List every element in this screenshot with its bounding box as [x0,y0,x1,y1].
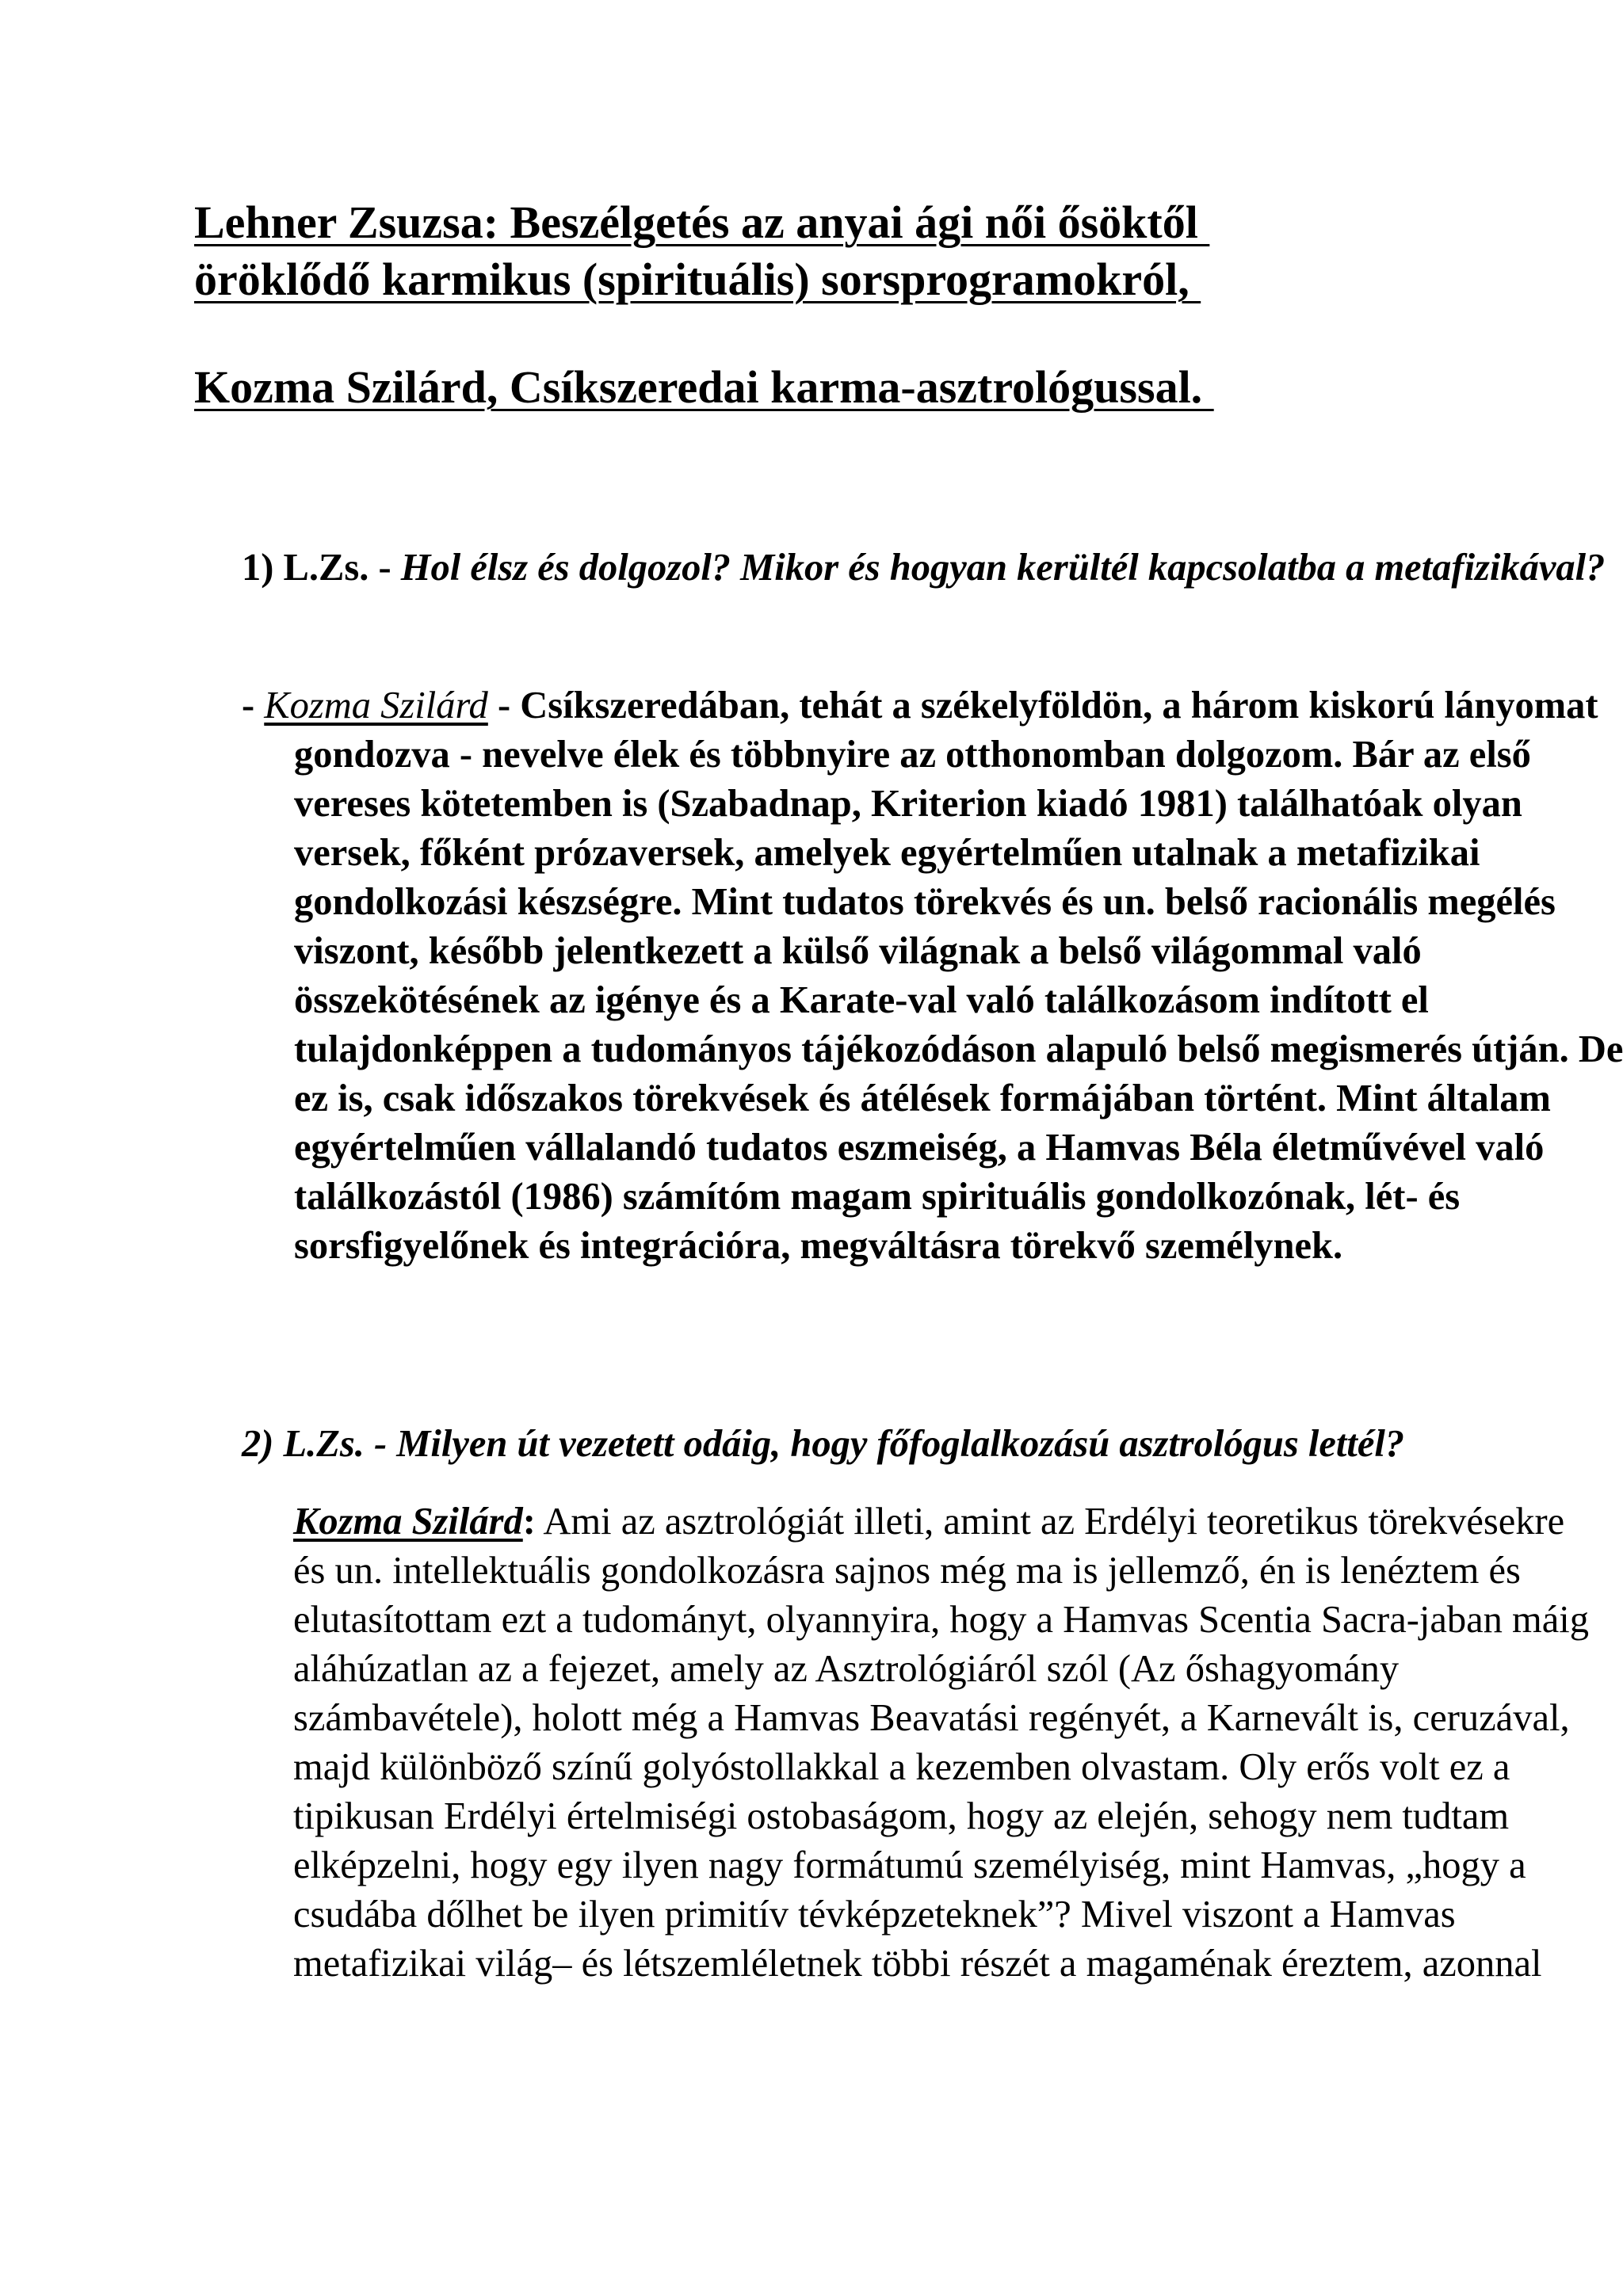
answer-1-text: - Csíkszeredában, tehát a székelyföldön, a három kiskorú lányomat gondozva - nevelve élek és többnyire az otthonomban dolgozom. Bár az első vereses kötetemben is (Szabadnap, Kriterion kiadó 1981) találhatóak olyan versek, főként prózaversek, amelyek egyértelműen utalnak a metafizikai gondolkozási készségre. Mint tudatos törekvés és un. belső racionális megélés viszont, később jelentkezett a külső világnak a belső világommal való összekötésének az igénye és a Karate-val való találkozásom indított el tulajdonképpen a tudományos tájékozódáson alapuló belső megismerés útján. De ez is, csak időszakos törekvések és átélések formájában történt. Mint általam egyértelműen vállalandó tudatos eszmeiség, a Hamvas Béla életművével való találkozástól (1986) számítóm magam spirituális gondolkozónak, lét- és sorsfigyelőnek és integrációra, megváltásra törekvő személynek. [294,685,1623,1267]
question-1-text: Hol élsz és dolgozol? Mikor és hogyan kerültél kapcsolatba a metafizikával? [400,547,1606,589]
question-1 [242,543,1623,593]
answer-2-colon: : [522,1501,536,1543]
question-1-prefix: 1) L.Zs. - [242,547,401,589]
answer-1-dash: - [242,685,265,727]
answer-2-speaker: Kozma Szilárd [293,1501,523,1543]
title-line-3: Kozma Szilárd, Csíkszeredai karma-asztrológussal. [194,361,1214,413]
answer-1 [242,681,1623,1271]
answer-1-speaker: Kozma Szilárd [264,685,488,727]
title-line-2: öröklődő karmikus (spirituális) sorsprogramokról, [194,254,1201,305]
answer-2 [293,1497,1593,1989]
answer-2-text: Ami az asztrológiát illeti, amint az Erdélyi teoretikus törekvésekre és un. intellektuális gondolkozásra sajnos még ma is jellemző, én is lenéztem és elutasítottam ezt a tudományt, olyannyira, hogy a Hamvas Scentia Sacra-jaban máig aláhúzatlan az a fejezet, amely az Asztrológiáról szól (Az őshagyomány számbavétele), holott még a Hamvas Beavatási regényét, a Karnevált is, ceruzával, majd különböző színű golyóstollakkal a kezemben olvastam. Oly erős volt ez a tipikusan Erdélyi értelmiségi ostobaságom, hogy az elején, sehogy nem tudtam elképzelni, hogy egy ilyen nagy formátumú személyiség, mint Hamvas, „hogy a csudába dőlhet be ilyen primitív tévképzeteknek”? Mivel viszont a Hamvas metafizikai világ– és létszemléletnek többi részét a magaménak éreztem, azonnal [293,1501,1590,1985]
title-line-1: Lehner Zsuzsa: Beszélgetés az anyai ági női ősöktől [194,196,1210,248]
question-2: 2) L.Zs. - Milyen út vezetett odáig, hogy főfoglalkozású asztrológus lettél? [242,1423,1405,1465]
